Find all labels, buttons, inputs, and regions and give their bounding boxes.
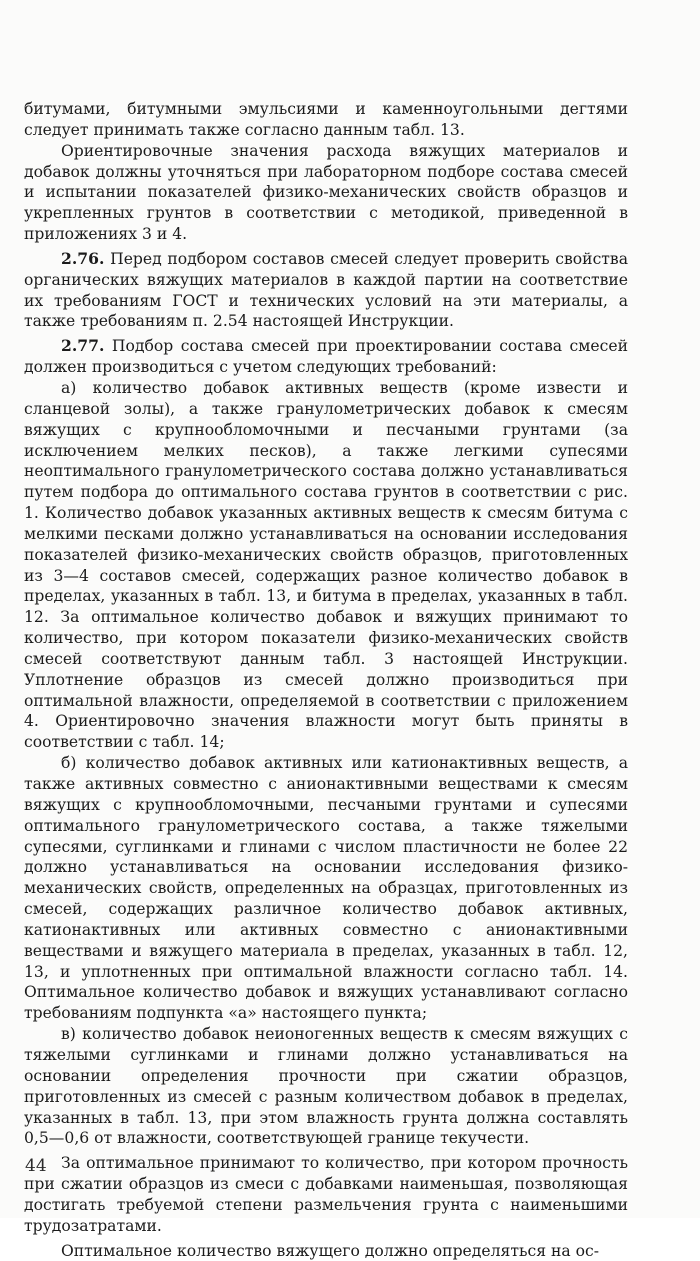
paragraph-continuation: битумами, битумными эмульсиями и каменноугольными дегтями следует принимать также согласно данным табл. 13. xyxy=(24,100,628,139)
paragraph-optimal-quantity: За оптимальное принимают то количество, при котором прочность при сжатии образцов из смеси с добавками наименьшая, позволяющая достигать требуемой степени размельчения грунта с наименьшими трудозатратами. xyxy=(24,1154,628,1235)
paragraph-optimal-binder: Оптимальное количество вяжущего должно определяться на ос- xyxy=(61,1241,600,1260)
paragraph-2-77 xyxy=(24,336,628,378)
clause-text: Подбор состава смесей при проектировании состава смесей должен производиться с учетом следующих требований: xyxy=(24,337,628,377)
list-item-v: в) количество добавок неионогенных веществ к смесям вяжущих с тяжелыми суглинками и глинами должно устанавливаться на основании определения прочности при сжатии образцов, приготовленных из смесей с разным количеством добавок в пределах, указанных в табл. 13, при этом влажность грунта должна составлять 0,5—0,6 от влажности, соответствующей границе текучести. xyxy=(24,1025,628,1148)
page-number: 44 xyxy=(25,1156,47,1176)
clause-text: Перед подбором составов смесей следует проверить свойства органических вяжущих материалов в каждой партии на соответствие их требованиям ГОСТ и технических условий на эти материалы, а также требованиям п. 2.54 настоящей Инструкции. xyxy=(24,249,629,331)
clause-number: 2.76. xyxy=(61,248,105,268)
list-item-a: а) количество добавок активных веществ (кроме извести и сланцевой золы), а также гранулометрических добавок к смесям вяжущих с крупнообломочными и песчаными грунтами (за исключением мелких песков), а также легкими супесями неоптимального гранулометрического состава должно устанавливаться путем подбора до оптимального состава грунтов в соответствии с рис. 1. Количество добавок указанных активных веществ к смесям битума с мелкими песками должно устанавливаться на основании исследования показателей физико-механических свойств образцов, приготовленных из 3—4 составов смесей, содержащих разное количество добавок в пределах, указанных в табл. 13, и битума в пределах, указанных в табл. 12. За оптимальное количество добавок и вяжущих принимают то количество, при котором показатели физико-механических свойств смесей соответствуют данным табл. 3 настоящей Инструкции. Уплотнение образцов из смесей должно производиться при оптимальной влажности, определяемой в соответствии с приложением 4. Ориентировочно значения влажности могут быть приняты в соответствии с табл. 14; xyxy=(24,378,628,752)
paragraph-binder-consumption: Ориентировочные значения расхода вяжущих материалов и добавок должны уточняться при лабораторном подборе состава смесей и испытании показателей физико-механических свойств образцов и укрепленных грунтов в соответствии с методикой, приведенной в приложениях 3 и 4. xyxy=(24,141,628,244)
paragraph-2-76 xyxy=(24,249,628,332)
body-text xyxy=(24,99,628,1261)
list-item-b: б) количество добавок активных или катионактивных веществ, а также активных совместно с анионактивными веществами к смесям вяжущих с крупнообломочными, песчаными грунтами и супесями оптимального гранулометрического состава, а также тяжелыми супесями, суглинками и глинами с числом пластичности не более 22 должно устанавливаться на основании исследования физико-механических свойств, определенных на образцах, приготовленных из смесей, содержащих различное количество добавок активных, катионактивных или активных совместно с анионактивными веществами и вяжущего материала в пределах, указанных в табл. 12, 13, и уплотненных при оптимальной влажности согласно табл. 14. Оптимальное количество добавок и вяжущих устанавливают согласно требованиям подпункта «а» настоящего пункта; xyxy=(24,754,628,1023)
clause-number: 2.77. xyxy=(61,336,105,356)
